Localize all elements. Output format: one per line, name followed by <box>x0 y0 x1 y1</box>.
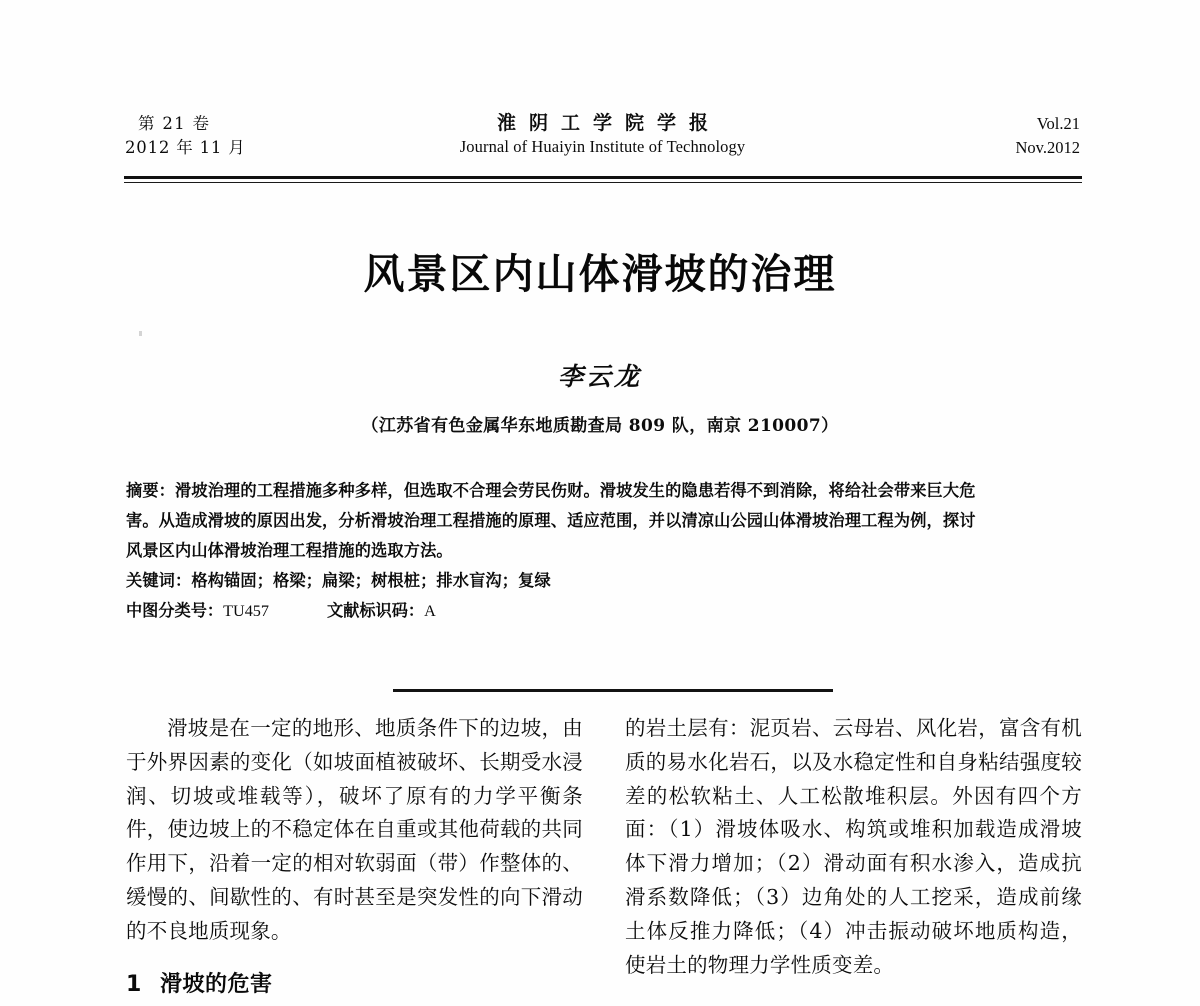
volume-label-cn: 第 21 卷 <box>138 114 211 133</box>
keywords-label: 关键词： <box>126 571 192 590</box>
masthead-right <box>1016 112 1080 161</box>
author-name: 李云龙 <box>557 362 642 391</box>
journal-title-cn: 淮阴工学院学报 <box>496 112 721 134</box>
clc-value: TU457 <box>223 602 269 620</box>
journal-masthead <box>125 112 1080 174</box>
right-paragraph-1: 的岩土层有：泥页岩、云母岩、风化岩，富含有机质的易水化岩石，以及水稳定性和自身粘结强度较差的松软粘土、人工松散堆积层。外因有四个方面：（1）滑坡体吸水、构筑或堆积加载造成滑坡体下滑力增加；（2）滑动面有积水渗入，造成抗滑系数降低；（3）边角处的人工挖采，造成前缘土体反推力降低；（4）冲击振动破坏地质构造，使岩土的物理力学性质变差。 <box>625 716 1082 977</box>
scan-artifact-speck <box>139 331 142 336</box>
classification-line <box>126 596 1082 626</box>
body-columns <box>126 712 1082 1006</box>
section-title: 滑坡的危害 <box>160 971 273 997</box>
abstract-line-3 <box>126 536 1082 566</box>
masthead-divider-thick <box>124 176 1082 179</box>
abstract-text-3: 风景区内山体滑坡治理工程措施的选取方法。 <box>126 541 453 560</box>
body-column-left <box>126 712 583 998</box>
section-number: 1 <box>126 971 142 997</box>
clc-label: 中图分类号： <box>126 601 224 620</box>
masthead-center <box>125 112 1080 158</box>
abstract-text-2: 害。从造成滑坡的原因出发，分析滑坡治理工程措施的原理、适应范围，并以清凉山公园山体滑坡治理工程为例，探讨 <box>126 511 976 530</box>
masthead-divider-thin <box>124 182 1082 183</box>
author-affiliation: （江苏省有色金属华东地质勘查局 809 队，南京 210007） <box>361 416 839 436</box>
keywords-line <box>126 566 1082 596</box>
abstract-block <box>126 476 1082 626</box>
issue-date-en: Nov.2012 <box>1015 138 1080 158</box>
document-code-label: 文献标识码： <box>326 601 425 620</box>
issue-date-cn: 2012 年 11 月 <box>125 138 246 158</box>
abstract-label: 摘要： <box>126 481 176 500</box>
keywords-value: 格构锚固；格梁；扁梁；树根桩；排水盲沟；复绿 <box>191 571 551 590</box>
journal-title-en: Journal of Huaiyin Institute of Technology <box>459 136 746 156</box>
body-column-right <box>625 712 1082 982</box>
abstract-body-divider <box>393 689 833 692</box>
page-title: 风景区内山体滑坡的治理 <box>363 250 837 298</box>
abstract-text-1: 滑坡治理的工程措施多种多样，但选取不合理会劳民伤财。滑坡发生的隐患若得不到消除，将给社会带来巨大危 <box>175 481 976 500</box>
document-code-value: A <box>424 602 436 620</box>
masthead-divider <box>124 176 1082 183</box>
section-heading-1 <box>126 967 583 998</box>
abstract-line-1 <box>126 476 1082 506</box>
abstract-line-2 <box>126 506 1082 536</box>
volume-label-en: Vol.21 <box>1036 114 1080 133</box>
left-paragraph-1: 滑坡是在一定的地形、地质条件下的边坡，由于外界因素的变化（如坡面植被破坏、长期受水浸润、切坡或堆载等），破坏了原有的力学平衡条件，使边坡上的不稳定体在自重或其他荷载的共同作用下，沿着一定的相对软弱面（带）作整体的、缓慢的、间歇性的、有时甚至是突发性的向下滑动的不良地质现象。 <box>126 716 583 943</box>
